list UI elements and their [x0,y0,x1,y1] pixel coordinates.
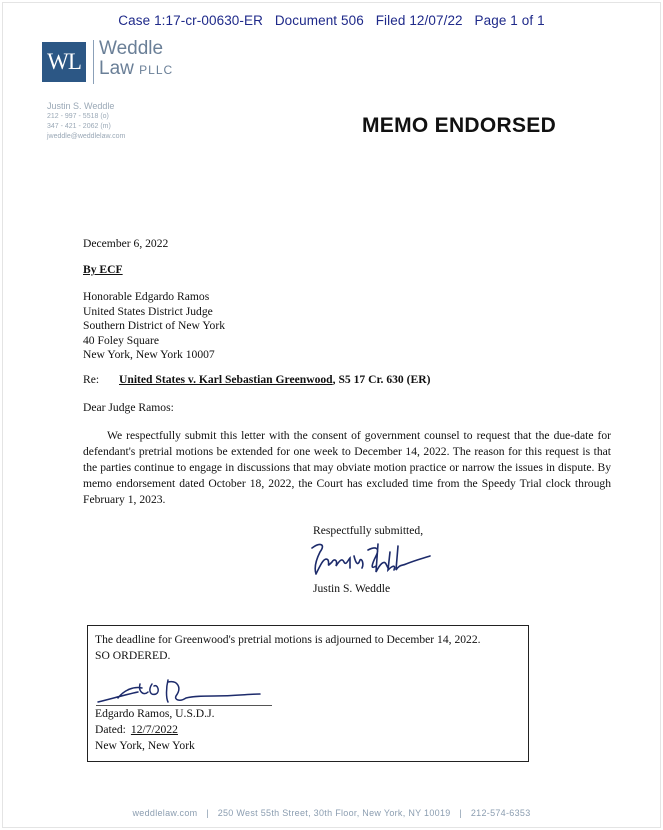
firm-name: Weddle Law PLLC [99,38,174,79]
office-phone: 212 - 997 - 5518 (o) [47,113,109,120]
attorney-signature-icon [306,538,436,587]
endorsement-order-box [87,625,529,762]
so-ordered: SO ORDERED. [95,649,171,662]
addressee-block: Honorable Edgardo Ramos United States District Judge Southern District of New York 40 Foley Square New York, New York 10007 [83,290,226,361]
case-number-ref: , S5 17 Cr. 630 (ER) [332,373,431,386]
logo-divider [93,40,94,84]
signature-line [96,705,272,706]
mobile-phone: 347 - 421 - 2062 (m) [47,123,111,130]
letter-date: December 6, 2022 [83,237,169,250]
email[interactable]: jweddle@weddlelaw.com [47,133,126,140]
footer-phone: 212-574-6353 [470,808,531,818]
letter-body: We respectfully submit this letter with the consent of government counsel to request that the due-date for defendant's pretrial motions be extended for one week to December 14, 2022. The reason for this request is that the parties continue to engage in discussions that may obviate motion practice or narrow the issues in dispute. By memo endorsement dated October 18, 2022, the Court has excluded time from the Speedy Trial clock through February 1, 2023. [83,429,611,507]
delivery-method: By ECF [83,263,123,276]
attorney-contact [47,101,125,142]
footer-website[interactable]: weddlelaw.com [132,808,198,818]
logo-mark-icon: WL [42,42,86,82]
attorney-name: Justin S. Weddle [47,101,115,111]
signer-name: Justin S. Weddle [313,582,391,595]
judge-name: Edgardo Ramos, U.S.D.J. [95,707,215,720]
order-date-value: 12/7/2022 [130,723,178,736]
case-number: Case 1:17-cr-00630-ER [118,13,263,28]
footer-address: 250 West 55th Street, 30th Floor, New York, NY 10019 [217,808,451,818]
closing: Respectfully submitted, [313,524,424,537]
order-place: New York, New York [95,739,195,752]
ecf-filing-header [0,13,663,28]
memo-endorsed-stamp: MEMO ENDORSED [362,114,557,137]
case-title: United States v. Karl Sebastian Greenwood [119,373,333,386]
order-date: Dated: 12/7/2022 [95,723,192,736]
order-text: The deadline for Greenwood's pretrial motions is adjourned to December 14, 2022. [95,633,481,646]
salutation: Dear Judge Ramos: [83,401,174,414]
re-line: Re: United States v. Karl Sebastian Greenwood, S5 17 Cr. 630 (ER) [83,373,431,386]
letterhead-footer: weddlelaw.com | 250 West 55th Street, 30th Floor, New York, NY 10019 | 212-574-6353 [132,808,531,818]
page-count: Page 1 of 1 [474,13,545,28]
document-number: Document 506 [274,13,364,28]
filed-date: Filed 12/07/22 [375,13,463,28]
